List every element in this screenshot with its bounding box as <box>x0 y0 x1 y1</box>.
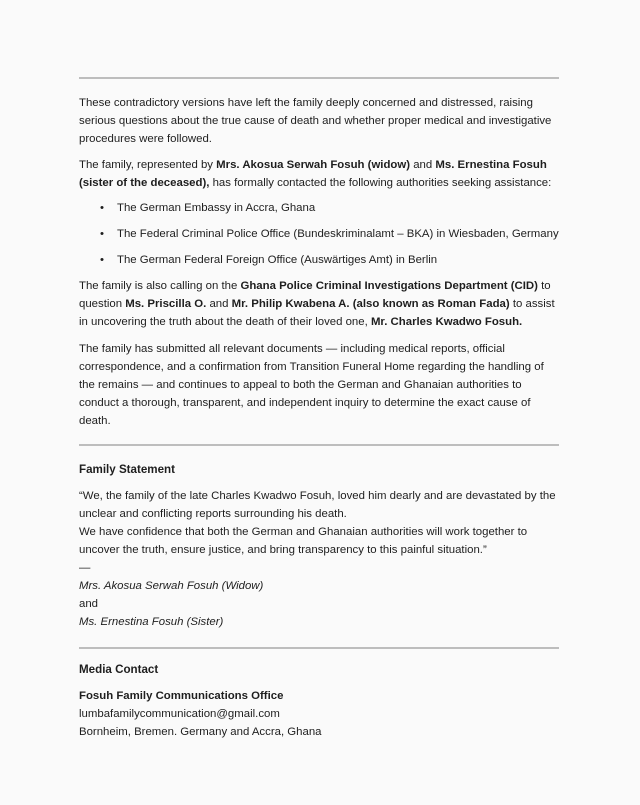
quote-line-2: We have confidence that both the German and Ghanaian authorities will work together to uncover the truth, ensure justice, and bring transparency to this painful situation.” <box>79 526 528 556</box>
family-statement-quote <box>79 487 559 631</box>
contact-location: Bornheim, Bremen. Germany and Accra, Ghana <box>79 726 322 738</box>
bullet-icon: • <box>100 228 104 240</box>
bold-run: Ms. Ernestina Fosuh (sister of the deceased), <box>79 159 547 189</box>
paragraph-family-contacted <box>79 156 559 192</box>
list-item-text: The German Embassy in Accra, Ghana <box>117 202 316 214</box>
bold-run: Ghana Police Criminal Investigations Department (CID) <box>240 280 538 292</box>
divider-top <box>79 77 559 79</box>
attribution-name-sister: Ms. Ernestina Fosuh (Sister) <box>79 616 224 628</box>
text-run: The family is also calling on the <box>79 280 241 292</box>
media-contact-heading: Media Contact <box>79 663 159 676</box>
text-run: The family, represented by <box>79 159 217 171</box>
family-statement-heading: Family Statement <box>79 463 175 476</box>
list-item <box>100 251 559 269</box>
attribution-name-widow: Mrs. Akosua Serwah Fosuh (Widow) <box>79 580 264 592</box>
attribution-and: and <box>79 598 99 610</box>
bullet-icon: • <box>100 202 104 214</box>
media-contact-block <box>79 687 559 741</box>
bold-run: Ms. Priscilla O. <box>125 298 207 310</box>
attribution-dash: — <box>79 562 91 574</box>
text-run: to question <box>79 280 551 310</box>
divider-media-contact <box>79 647 559 649</box>
authorities-list <box>79 199 559 269</box>
paragraph-calling-on-cid <box>79 277 559 331</box>
document-content <box>79 77 559 741</box>
bold-run: Mr. Charles Kwadwo Fosuh. <box>370 316 523 328</box>
paragraph-contradictory-versions: These contradictory versions have left the family deeply concerned and distressed, raising serious questions about the true cause of death and whether proper medical and investigative procedures were followed. <box>79 97 552 145</box>
quote-line-1: “We, the family of the late Charles Kwadwo Fosuh, loved him dearly and are devastated by the unclear and conflicting reports surrounding his death. <box>79 490 556 520</box>
list-item-text: The Federal Criminal Police Office (Bundeskriminalamt – BKA) in Wiesbaden, Germany <box>117 228 559 240</box>
text-run: to assist in uncovering the truth about the death of their loved one, <box>79 298 555 328</box>
contact-email: lumbafamilycommunication@gmail.com <box>79 708 280 720</box>
bold-run: Mr. Philip Kwabena A. (also known as Roman Fada) <box>231 298 510 310</box>
paragraph-documents-submitted: The family has submitted all relevant documents — including medical reports, official correspondence, and a confirmation from Transition Funeral Home regarding the handling of the remains — and continues to appeal to both the German and Ghanaian authorities to conduct a thorough, transparent, and independent inquiry to determine the exact cause of death. <box>79 343 544 427</box>
bullet-icon: • <box>100 254 104 266</box>
list-item <box>100 225 559 243</box>
divider-family-statement <box>79 444 559 446</box>
list-item-text: The German Federal Foreign Office (Auswärtiges Amt) in Berlin <box>117 254 438 266</box>
list-item <box>100 199 559 217</box>
bold-run: Mrs. Akosua Serwah Fosuh (widow) <box>216 159 411 171</box>
text-run: and <box>410 159 436 171</box>
contact-organization: Fosuh Family Communications Office <box>79 690 284 702</box>
text-run: has formally contacted the following authorities seeking assistance: <box>209 177 552 189</box>
text-run: and <box>206 298 232 310</box>
quote-attribution <box>79 559 559 631</box>
